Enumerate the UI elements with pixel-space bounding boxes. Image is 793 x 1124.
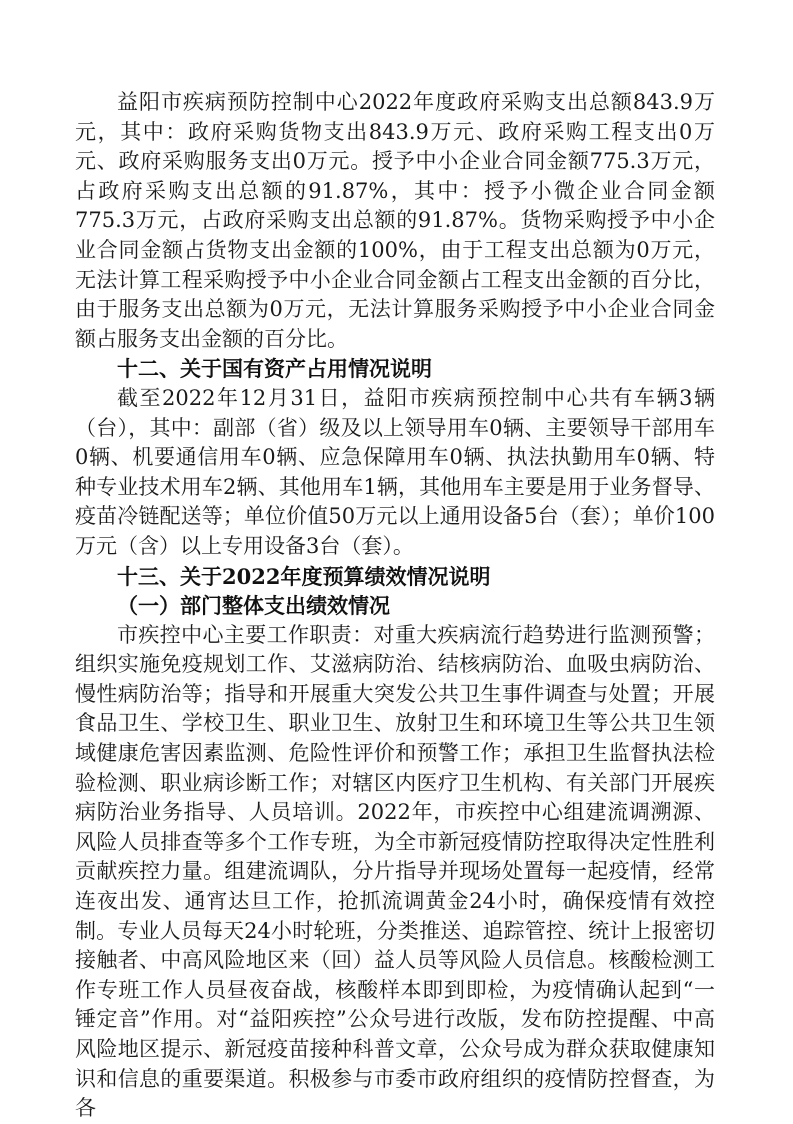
paragraph-assets: 截至2022年12月31日，益阳市疾病预控制中心共有车辆3辆（台），其中：副部（省）级及以上领导用车0辆、主要领导干部用车0辆、机要通信用车0辆、应急保障用车0辆、执法执勤用车0辆、特种专业技术用车2辆、其他用车1辆，其他用车主要是用于业务督导、疫苗冷链配送等；单位价值50万元以上通用设备5台（套）；单价100万元（含）以上专用设备3台（套）。 bbox=[75, 385, 715, 558]
section-heading-assets: 十二、关于国有资产占用情况说明 bbox=[117, 356, 432, 382]
paragraph-performance: 市疾控中心主要工作职责：对重大疾病流行趋势进行监测预警；组织实施免疫规划工作、艾滋病防治、结核病防治、血吸虫病防治、慢性病防治等；指导和开展重大突发公共卫生事件调查与处置；开展食品卫生、学校卫生、职业卫生、放射卫生和环境卫生等公共卫生领域健康危害因素监测、危险性评价和预警工作；承担卫生监督执法检验检测、职业病诊断工作；对辖区内医疗卫生机构、有关部门开展疾病防治业务指导、人员培训。2022年，市疾控中心组建流调溯源、风险人员排查等多个工作专班，为全市新冠疫情防控取得决定性胜利贡献疾控力量。组建流调队，分片指导并现场处置每一起疫情，经常连夜出发、通宵达旦工作，抢抓流调黄金24小时，确保疫情有效控制。专业人员每天24小时轮班，分类推送、追踪管控、统计上报密切接触者、中高风险地区来（回）益人员等风险人员信息。核酸检测工作专班工作人员昼夜奋战，核酸样本即到即检，为疫情确认起到“一锤定音”作用。对“益阳疾控”公众号进行改版，发布防控提醒、中高风险地区提示、新冠疫苗接种科普文章，公众号成为群众获取健康知识和信息的重要渠道。积极参与市委市政府组织的疫情防控督查，为各 bbox=[75, 622, 715, 1121]
section-heading-performance: 十三、关于2022年度预算绩效情况说明 bbox=[117, 563, 491, 589]
paragraph-procurement: 益阳市疾病预防控制中心2022年度政府采购支出总额843.9万元，其中：政府采购货物支出843.9万元、政府采购工程支出0万元、政府采购服务支出0万元。授予中小企业合同金额775.3万元，占政府采购支出总额的91.87%，其中：授予小微企业合同金额775.3万元，占政府采购支出总额的91.87%。货物采购授予中小企业合同金额占货物支出金额的100%，由于工程支出总额为0万元，无法计算工程采购授予中小企业合同金额占工程支出金额的百分比，由于服务支出总额为0万元，无法计算服务采购授予中小企业合同金额占服务支出金额的百分比。 bbox=[75, 90, 715, 351]
document-body bbox=[75, 88, 715, 1124]
subsection-heading-overall-performance: （一）部门整体支出绩效情况 bbox=[117, 593, 390, 619]
